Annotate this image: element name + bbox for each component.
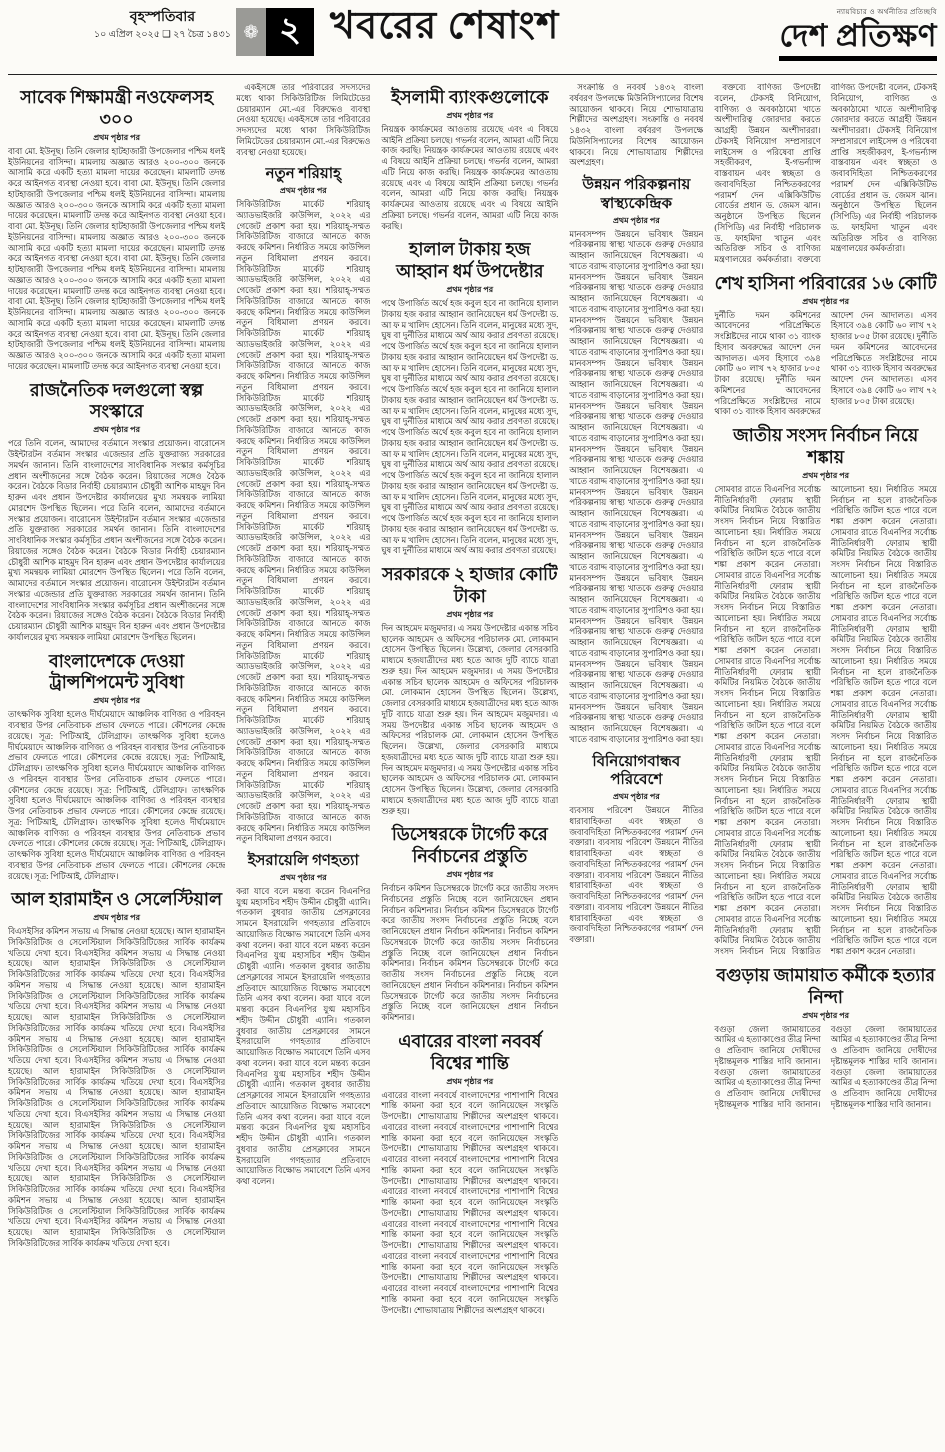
article-headline: বগুড়ায় জামায়াত কর্মীকে হত্যার নিন্দা	[716, 964, 936, 1007]
continued-from-front-label: প্রথম পৃষ্ঠার পর	[446, 110, 494, 120]
article-body: সোমবার রাতে বিএনপির সর্বোচ্চ নীতিনির্ধারণী ফোরাম স্থায়ী কমিটির নিয়মিত বৈঠকে জাতীয় সংসদ নির্বাচন নিয়ে বিস্তারিত আলোচনা হয়। নির্ধারিত সময়ে নির্বাচন না হলে রাজনৈতিক পরিস্থিতি জটিল হতে পারে বলে শঙ্কা প্রকাশ করেন নেতারা। সোমবার রাতে বিএনপির সর্বোচ্চ নীতিনির্ধারণী ফোরাম স্থায়ী কমিটির নিয়মিত বৈঠকে জাতীয় সংসদ নির্বাচন নিয়ে বিস্তারিত আলোচনা হয়। নির্ধারিত সময়ে নির্বাচন না হলে রাজনৈতিক পরিস্থিতি জটিল হতে পারে বলে শঙ্কা প্রকাশ করেন নেতারা। সোমবার রাতে বিএনপির সর্বোচ্চ নীতিনির্ধারণী ফোরাম স্থায়ী কমিটির নিয়মিত বৈঠকে জাতীয় সংসদ নির্বাচন নিয়ে বিস্তারিত আলোচনা হয়। নির্ধারিত সময়ে নির্বাচন না হলে রাজনৈতিক পরিস্থিতি জটিল হতে পারে বলে শঙ্কা প্রকাশ করেন নেতারা। সোমবার রাতে বিএনপির সর্বোচ্চ নীতিনির্ধারণী ফোরাম স্থায়ী কমিটির নিয়মিত বৈঠকে জাতীয় সংসদ নির্বাচন নিয়ে বিস্তারিত আলোচনা হয়। নির্ধারিত সময়ে নির্বাচন না হলে রাজনৈতিক পরিস্থিতি জটিল হতে পারে বলে শঙ্কা প্রকাশ করেন নেতারা। সোমবার রাতে বিএনপির সর্বোচ্চ নীতিনির্ধারণী ফোরাম স্থায়ী কমিটির নিয়মিত বৈঠকে জাতীয় সংসদ নির্বাচন নিয়ে বিস্তারিত আলোচনা হয়। নির্ধারিত সময়ে নির্বাচন না হলে রাজনৈতিক পরিস্থিতি জটিল হতে পারে বলে শঙ্কা প্রকাশ করেন নেতারা। সোমবার রাতে বিএনপির সর্বোচ্চ নীতিনির্ধারণী ফোরাম স্থায়ী কমিটির নিয়মিত বৈঠকে জাতীয় সংসদ নির্বাচন নিয়ে বিস্তারিত আলোচনা হয়। নির্ধারিত সময়ে নির্বাচন না হলে রাজনৈতিক পরিস্থিতি জটিল হতে পারে বলে শঙ্কা প্রকাশ করেন নেতারা। সোমবার রাতে বিএনপির সর্বোচ্চ নীতিনির্ধারণী ফোরাম স্থায়ী কমিটির নিয়মিত বৈঠকে জাতীয় সংসদ নির্বাচন নিয়ে বিস্তারিত আলোচনা হয়। নির্ধারিত সময়ে নির্বাচন না হলে রাজনৈতিক পরিস্থিতি জটিল হতে পারে বলে শঙ্কা প্রকাশ করেন নেতারা। সোমবার রাতে বিএনপির সর্বোচ্চ নীতিনির্ধারণী ফোরাম স্থায়ী কমিটির নিয়মিত বৈঠকে জাতীয় সংসদ নির্বাচন নিয়ে বিস্তারিত আলোচনা হয়। নির্ধারিত সময়ে নির্বাচন না হলে রাজনৈতিক পরিস্থিতি জটিল হতে পারে বলে শঙ্কা প্রকাশ করেন নেতারা। সোমবার রাতে বিএনপির সর্বোচ্চ নীতিনির্ধারণী ফোরাম স্থায়ী কমিটির নিয়মিত বৈঠকে জাতীয় সংসদ নির্বাচন নিয়ে বিস্তারিত আলোচনা হয়। নির্ধারিত সময়ে নির্বাচন না হলে রাজনৈতিক পরিস্থিতি জটিল হতে পারে বলে শঙ্কা প্রকাশ করেন নেতারা। সোমবার রাতে বিএনপির সর্বোচ্চ নীতিনির্ধারণী ফোরাম স্থায়ী কমিটির নিয়মিত বৈঠকে জাতীয় সংসদ নির্বাচন নিয়ে বিস্তারিত আলোচনা হয়। নির্ধারিত সময়ে নির্বাচন না হলে রাজনৈতিক পরিস্থিতি জটিল হতে পারে বলে শঙ্কা প্রকাশ করেন নেতারা। সোমবার রাতে বিএনপির সর্বোচ্চ নীতিনির্ধারণী ফোরাম স্থায়ী কমিটির নিয়মিত বৈঠকে জাতীয় সংসদ নির্বাচন নিয়ে বিস্তারিত আলোচনা হয়। নির্ধারিত সময়ে নির্বাচন না হলে রাজনৈতিক পরিস্থিতি জটিল হতে পারে বলে শঙ্কা প্রকাশ করেন নেতারা।	[714, 484, 937, 957]
article-body: পরে তিনি বলেন, আমাদের বর্তমানে সংস্কার প্রয়োজন। বারোনেস উইন্টারটন বর্তমান সংস্কার এজেন্ডার প্রতি যুক্তরাজ্য সরকারের সমর্থন জানান। তিনি বাংলাদেশের সাংবিধানিক সংস্কার কর্মসূচির প্রধান অংশীজনের সঙ্গে বৈঠক করেন। রিয়াজের সঙ্গেও বৈঠক করেন। বৈঠকে বিডার নির্বাহী চেয়ারম্যান চৌধুরী আশিক মাহমুদ বিন হারুন এবং প্রধান উপদেষ্টার কার্যালয়ের মুখ্য সমন্বয়ক লামিয়া মোরশেদ উপস্থিত ছিলেন। পরে তিনি বলেন, আমাদের বর্তমানে সংস্কার প্রয়োজন। বারোনেস উইন্টারটন বর্তমান সংস্কার এজেন্ডার প্রতি যুক্তরাজ্য সরকারের সমর্থন জানান। তিনি বাংলাদেশের সাংবিধানিক সংস্কার কর্মসূচির প্রধান অংশীজনের সঙ্গে বৈঠক করেন। রিয়াজের সঙ্গেও বৈঠক করেন। বৈঠকে বিডার নির্বাহী চেয়ারম্যান চৌধুরী আশিক মাহমুদ বিন হারুন এবং প্রধান উপদেষ্টার কার্যালয়ের মুখ্য সমন্বয়ক লামিয়া মোরশেদ উপস্থিত ছিলেন। পরে তিনি বলেন, আমাদের বর্তমানে সংস্কার প্রয়োজন। বারোনেস উইন্টারটন বর্তমান সংস্কার এজেন্ডার প্রতি যুক্তরাজ্য সরকারের সমর্থন জানান। তিনি বাংলাদেশের সাংবিধানিক সংস্কার কর্মসূচির প্রধান অংশীজনের সঙ্গে বৈঠক করেন। রিয়াজের সঙ্গেও বৈঠক করেন। বৈঠকে বিডার নির্বাহী চেয়ারম্যান চৌধুরী আশিক মাহমুদ বিন হারুন এবং প্রধান উপদেষ্টার কার্যালয়ের মুখ্য সমন্বয়ক লামিয়া মোরশেদ উপস্থিত ছিলেন।	[8, 439, 226, 642]
columns	[0, 75, 945, 1445]
continued-from-front-label: প্রথম পৃষ্ঠার পর	[802, 296, 850, 306]
article-headline: জাতীয় সংসদ নির্বাচন নিয়ে শঙ্কায়	[733, 425, 919, 467]
continued-from-front-label: প্রথম পৃষ্ঠার পর	[612, 792, 660, 801]
weekday: বৃহস্পতিবার	[129, 10, 196, 25]
article-body: মানবসম্পদ উন্নয়নে ভবিষ্যৎ উন্নয়ন পরিকল্পনায় স্বাস্থ্য খাতকে গুরুত্ব দেওয়ার আহ্বান জানিয়েছেন বিশেষজ্ঞরা। এ খাতে বরাদ্দ বাড়ানোর সুপারিশও করা হয়। মানবসম্পদ উন্নয়নে ভবিষ্যৎ উন্নয়ন পরিকল্পনায় স্বাস্থ্য খাতকে গুরুত্ব দেওয়ার আহ্বান জানিয়েছেন বিশেষজ্ঞরা। এ খাতে বরাদ্দ বাড়ানোর সুপারিশও করা হয়। মানবসম্পদ উন্নয়নে ভবিষ্যৎ উন্নয়ন পরিকল্পনায় স্বাস্থ্য খাতকে গুরুত্ব দেওয়ার আহ্বান জানিয়েছেন বিশেষজ্ঞরা। এ খাতে বরাদ্দ বাড়ানোর সুপারিশও করা হয়। মানবসম্পদ উন্নয়নে ভবিষ্যৎ উন্নয়ন পরিকল্পনায় স্বাস্থ্য খাতকে গুরুত্ব দেওয়ার আহ্বান জানিয়েছেন বিশেষজ্ঞরা। এ খাতে বরাদ্দ বাড়ানোর সুপারিশও করা হয়। মানবসম্পদ উন্নয়নে ভবিষ্যৎ উন্নয়ন পরিকল্পনায় স্বাস্থ্য খাতকে গুরুত্ব দেওয়ার আহ্বান জানিয়েছেন বিশেষজ্ঞরা। এ খাতে বরাদ্দ বাড়ানোর সুপারিশও করা হয়। মানবসম্পদ উন্নয়নে ভবিষ্যৎ উন্নয়ন পরিকল্পনায় স্বাস্থ্য খাতকে গুরুত্ব দেওয়ার আহ্বান জানিয়েছেন বিশেষজ্ঞরা। এ খাতে বরাদ্দ বাড়ানোর সুপারিশও করা হয়। মানবসম্পদ উন্নয়নে ভবিষ্যৎ উন্নয়ন পরিকল্পনায় স্বাস্থ্য খাতকে গুরুত্ব দেওয়ার আহ্বান জানিয়েছেন বিশেষজ্ঞরা। এ খাতে বরাদ্দ বাড়ানোর সুপারিশও করা হয়। মানবসম্পদ উন্নয়নে ভবিষ্যৎ উন্নয়ন পরিকল্পনায় স্বাস্থ্য খাতকে গুরুত্ব দেওয়ার আহ্বান জানিয়েছেন বিশেষজ্ঞরা। এ খাতে বরাদ্দ বাড়ানোর সুপারিশও করা হয়। মানবসম্পদ উন্নয়নে ভবিষ্যৎ উন্নয়ন পরিকল্পনায় স্বাস্থ্য খাতকে গুরুত্ব দেওয়ার আহ্বান জানিয়েছেন বিশেষজ্ঞরা। এ খাতে বরাদ্দ বাড়ানোর সুপারিশও করা হয়। মানবসম্পদ উন্নয়নে ভবিষ্যৎ উন্নয়ন পরিকল্পনায় স্বাস্থ্য খাতকে গুরুত্ব দেওয়ার আহ্বান জানিয়েছেন বিশেষজ্ঞরা। এ খাতে বরাদ্দ বাড়ানোর সুপারিশও করা হয়। মানবসম্পদ উন্নয়নে ভবিষ্যৎ উন্নয়ন পরিকল্পনায় স্বাস্থ্য খাতকে গুরুত্ব দেওয়ার আহ্বান জানিয়েছেন বিশেষজ্ঞরা। এ খাতে বরাদ্দ বাড়ানোর সুপারিশও করা হয়। মানবসম্পদ উন্নয়নে ভবিষ্যৎ উন্নয়ন পরিকল্পনায় স্বাস্থ্য খাতকে গুরুত্ব দেওয়ার আহ্বান জানিয়েছেন বিশেষজ্ঞরা। এ খাতে বরাদ্দ বাড়ানোর সুপারিশও করা হয়।	[569, 229, 704, 744]
article-headline: আল হারামাইন ও সেলেস্টিয়াল	[11, 889, 223, 910]
article-continuation	[236, 83, 370, 158]
article-continuation	[714, 83, 937, 266]
article-body: দুর্নীতি দমন কমিশনের আবেদনের পরিপ্রেক্ষিতে সংশ্লিষ্টদের নামে থাকা ৩১ ব্যাংক হিসাব অবরুদ্ধের আদেশ দেন আদালত। এসব হিসাবে ৩৯৪ কোটি ৬০ লাখ ৭২ হাজার ৮০৫ টাকা রয়েছে। দুর্নীতি দমন কমিশনের আবেদনের পরিপ্রেক্ষিতে সংশ্লিষ্টদের নামে থাকা ৩১ ব্যাংক হিসাব অবরুদ্ধের আদেশ দেন আদালত। এসব হিসাবে ৩৯৪ কোটি ৬০ লাখ ৭২ হাজার ৮০৫ টাকা রয়েছে। দুর্নীতি দমন কমিশনের আবেদনের পরিপ্রেক্ষিতে সংশ্লিষ্টদের নামে থাকা ৩১ ব্যাংক হিসাব অবরুদ্ধের আদেশ দেন আদালত। এসব হিসাবে ৩৯৪ কোটি ৬০ লাখ ৭২ হাজার ৮০৫ টাকা রয়েছে।	[714, 310, 937, 417]
article	[236, 165, 370, 845]
article-body: পথে উপার্জিত অর্থে হজ কবুল হবে না জানিয়ে হালাল টাকায় হজ করার আহ্বান জানিয়েছেন ধর্ম উপদেষ্টা ড. আ ফ ম খালিদ হোসেন। তিনি বলেন, মানুষের মধ্যে সুদ, ঘুষ বা দুর্নীতির মাধ্যমে অর্থ আয় করার প্রবণতা রয়েছে। পথে উপার্জিত অর্থে হজ কবুল হবে না জানিয়ে হালাল টাকায় হজ করার আহ্বান জানিয়েছেন ধর্ম উপদেষ্টা ড. আ ফ ম খালিদ হোসেন। তিনি বলেন, মানুষের মধ্যে সুদ, ঘুষ বা দুর্নীতির মাধ্যমে অর্থ আয় করার প্রবণতা রয়েছে। পথে উপার্জিত অর্থে হজ কবুল হবে না জানিয়ে হালাল টাকায় হজ করার আহ্বান জানিয়েছেন ধর্ম উপদেষ্টা ড. আ ফ ম খালিদ হোসেন। তিনি বলেন, মানুষের মধ্যে সুদ, ঘুষ বা দুর্নীতির মাধ্যমে অর্থ আয় করার প্রবণতা রয়েছে। পথে উপার্জিত অর্থে হজ কবুল হবে না জানিয়ে হালাল টাকায় হজ করার আহ্বান জানিয়েছেন ধর্ম উপদেষ্টা ড. আ ফ ম খালিদ হোসেন। তিনি বলেন, মানুষের মধ্যে সুদ, ঘুষ বা দুর্নীতির মাধ্যমে অর্থ আয় করার প্রবণতা রয়েছে। পথে উপার্জিত অর্থে হজ কবুল হবে না জানিয়ে হালাল টাকায় হজ করার আহ্বান জানিয়েছেন ধর্ম উপদেষ্টা ড. আ ফ ম খালিদ হোসেন। তিনি বলেন, মানুষের মধ্যে সুদ, ঘুষ বা দুর্নীতির মাধ্যমে অর্থ আয় করার প্রবণতা রয়েছে। পথে উপার্জিত অর্থে হজ কবুল হবে না জানিয়ে হালাল টাকায় হজ করার আহ্বান জানিয়েছেন ধর্ম উপদেষ্টা ড. আ ফ ম খালিদ হোসেন। তিনি বলেন, মানুষের মধ্যে সুদ, ঘুষ বা দুর্নীতির মাধ্যমে অর্থ আয় করার প্রবণতা রয়েছে।	[381, 299, 559, 556]
article-headline: হালাল টাকায় হজ আহ্বান ধর্ম উপদেষ্টার	[396, 239, 544, 282]
article-headline: ইসলামী ব্যাংকগুলোকে	[391, 87, 549, 107]
article-body: ব্যবসায় পরিবেশ উন্নয়নে নীতির ধারাবাহিকতা এবং স্বচ্ছতা ও জবাবদিহিতা নিশ্চিতকরণের পরামর্শ দেন বক্তারা। ব্যবসায় পরিবেশ উন্নয়নে নীতির ধারাবাহিকতা এবং স্বচ্ছতা ও জবাবদিহিতা নিশ্চিতকরণের পরামর্শ দেন বক্তারা। ব্যবসায় পরিবেশ উন্নয়নে নীতির ধারাবাহিকতা এবং স্বচ্ছতা ও জবাবদিহিতা নিশ্চিতকরণের পরামর্শ দেন বক্তারা। ব্যবসায় পরিবেশ উন্নয়নে নীতির ধারাবাহিকতা এবং স্বচ্ছতা ও জবাবদিহিতা নিশ্চিতকরণের পরামর্শ দেন বক্তারা।	[569, 806, 704, 944]
masthead	[779, 6, 937, 61]
article	[8, 87, 225, 373]
article	[381, 1031, 558, 1317]
article-body: বক্তব্যে বাণিজ্য উপদেষ্টা বলেন, টেকসই বিনিয়োগ, বাণিজ্য ও অবকাঠামো খাতে অংশীদারিত্ব জোরদার করতে আগ্রহী উন্নয়ন অংশীদাররা। টেকসই বিনিয়োগ সম্প্রসারণে লাইসেন্স ও পরিষেবা প্রাপ্তি সহজীকরণ, ই-গভর্ন্যান্স বাস্তবায়ন এবং স্বচ্ছতা ও জবাবদিহিতা নিশ্চিতকরণের পরামর্শ দেন এক্সিকিউটিভ বোর্ডের প্রধান ড. জেমস ঝান। অনুষ্ঠানে উপস্থিত ছিলেন (সিপিডি) এর নির্বাহী পরিচালক ড. ফাহমিদা খাতুন এবং অতিরিক্ত সচিব ও বাণিজ্য মন্ত্রণালয়ের কর্মকর্তারা। বক্তব্যে বাণিজ্য উপদেষ্টা বলেন, টেকসই বিনিয়োগ, বাণিজ্য ও অবকাঠামো খাতে অংশীদারিত্ব জোরদার করতে আগ্রহী উন্নয়ন অংশীদাররা। টেকসই বিনিয়োগ সম্প্রসারণে লাইসেন্স ও পরিষেবা প্রাপ্তি সহজীকরণ, ই-গভর্ন্যান্স বাস্তবায়ন এবং স্বচ্ছতা ও জবাবদিহিতা নিশ্চিতকরণের পরামর্শ দেন এক্সিকিউটিভ বোর্ডের প্রধান ড. জেমস ঝান। অনুষ্ঠানে উপস্থিত ছিলেন (সিপিডি) এর নির্বাহী পরিচালক ড. ফাহমিদা খাতুন এবং অতিরিক্ত সচিব ও বাণিজ্য মন্ত্রণালয়ের কর্মকর্তারা।	[714, 83, 937, 264]
date-block	[94, 10, 231, 43]
continued-from-front-label: প্রথম পৃষ্ঠার পর	[612, 215, 660, 225]
article-body: বাবা মো. ইউনূছ। তিনি জেলার হাটহাজারী উপজেলার পশ্চিম ধলই ইউনিয়নের বাসিন্দা। মামলায় অজ্ঞাত আরও ২০০-৩০০ জনকে আসামি করে একটি হত্যা মামলা দায়ের করেছেন। মামলাটি তদন্ত করে আইনগত ব্যবস্থা নেওয়া হবে। বাবা মো. ইউনূছ। তিনি জেলার হাটহাজারী উপজেলার পশ্চিম ধলই ইউনিয়নের বাসিন্দা। মামলায় অজ্ঞাত আরও ২০০-৩০০ জনকে আসামি করে একটি হত্যা মামলা দায়ের করেছেন। মামলাটি তদন্ত করে আইনগত ব্যবস্থা নেওয়া হবে। বাবা মো. ইউনূছ। তিনি জেলার হাটহাজারী উপজেলার পশ্চিম ধলই ইউনিয়নের বাসিন্দা। মামলায় অজ্ঞাত আরও ২০০-৩০০ জনকে আসামি করে একটি হত্যা মামলা দায়ের করেছেন। মামলাটি তদন্ত করে আইনগত ব্যবস্থা নেওয়া হবে। বাবা মো. ইউনূছ। তিনি জেলার হাটহাজারী উপজেলার পশ্চিম ধলই ইউনিয়নের বাসিন্দা। মামলায় অজ্ঞাত আরও ২০০-৩০০ জনকে আসামি করে একটি হত্যা মামলা দায়ের করেছেন। মামলাটি তদন্ত করে আইনগত ব্যবস্থা নেওয়া হবে। বাবা মো. ইউনূছ। তিনি জেলার হাটহাজারী উপজেলার পশ্চিম ধলই ইউনিয়নের বাসিন্দা। মামলায় অজ্ঞাত আরও ২০০-৩০০ জনকে আসামি করে একটি হত্যা মামলা দায়ের করেছেন। মামলাটি তদন্ত করে আইনগত ব্যবস্থা নেওয়া হবে। বাবা মো. ইউনূছ। তিনি জেলার হাটহাজারী উপজেলার পশ্চিম ধলই ইউনিয়নের বাসিন্দা। মামলায় অজ্ঞাত আরও ২০০-৩০০ জনকে আসামি করে একটি হত্যা মামলা দায়ের করেছেন। মামলাটি তদন্ত করে আইনগত ব্যবস্থা নেওয়া হবে।	[8, 146, 226, 371]
article	[8, 889, 225, 1249]
article	[714, 425, 937, 958]
continued-from-front-label: প্রথম পৃষ্ঠার পর	[446, 285, 494, 295]
article-body: করা যাবে বলে মন্তব্য করেন বিএনপির যুগ্ম মহাসচিব শহীদ উদ্দীন চৌধুরী এ্যানি। গতকাল বুধবার জাতীয় প্রেসক্লাবের সামনে ইসরায়েলি গণহত্যার প্রতিবাদে আয়োজিত বিক্ষোভ সমাবেশে তিনি এসব কথা বলেন। করা যাবে বলে মন্তব্য করেন বিএনপির যুগ্ম মহাসচিব শহীদ উদ্দীন চৌধুরী এ্যানি। গতকাল বুধবার জাতীয় প্রেসক্লাবের সামনে ইসরায়েলি গণহত্যার প্রতিবাদে আয়োজিত বিক্ষোভ সমাবেশে তিনি এসব কথা বলেন। করা যাবে বলে মন্তব্য করেন বিএনপির যুগ্ম মহাসচিব শহীদ উদ্দীন চৌধুরী এ্যানি। গতকাল বুধবার জাতীয় প্রেসক্লাবের সামনে ইসরায়েলি গণহত্যার প্রতিবাদে আয়োজিত বিক্ষোভ সমাবেশে তিনি এসব কথা বলেন। করা যাবে বলে মন্তব্য করেন বিএনপির যুগ্ম মহাসচিব শহীদ উদ্দীন চৌধুরী এ্যানি। গতকাল বুধবার জাতীয় প্রেসক্লাবের সামনে ইসরায়েলি গণহত্যার প্রতিবাদে আয়োজিত বিক্ষোভ সমাবেশে তিনি এসব কথা বলেন। করা যাবে বলে মন্তব্য করেন বিএনপির যুগ্ম মহাসচিব শহীদ উদ্দীন চৌধুরী এ্যানি। গতকাল বুধবার জাতীয় প্রেসক্লাবের সামনে ইসরায়েলি গণহত্যার প্রতিবাদে আয়োজিত বিক্ষোভ সমাবেশে তিনি এসব কথা বলেন।	[236, 886, 371, 1186]
article-headline: বাংলাদেশকে দেওয়া ট্রান্সশিপমেন্ট সুবিধা	[48, 650, 185, 693]
article-headline: বিনিয়োগবান্ধব পরিবেশে	[592, 753, 681, 789]
ornament-icon: ❁	[236, 8, 266, 56]
article	[381, 87, 558, 232]
continued-from-front-label: প্রথম পৃষ্ঠার পর	[802, 470, 850, 480]
article	[569, 753, 703, 946]
col-4	[569, 83, 703, 1445]
continued-from-front-label: প্রথম পৃষ্ঠার পর	[279, 186, 327, 195]
continued-from-front-label: প্রথম পৃষ্ঠার পর	[802, 1010, 850, 1020]
page-header	[8, 0, 937, 75]
continued-from-front-label: প্রথম পৃষ্ঠার পর	[279, 872, 327, 882]
article-body: বিএসইসির কমিশন সভায় এ সিদ্ধান্ত নেওয়া হয়েছে। আল হারামাইন সিকিউরিটিজ ও সেলেস্টিয়াল সিকিউরিটিজের সার্বিক কার্যক্রম খতিয়ে দেখা হবে। বিএসইসির কমিশন সভায় এ সিদ্ধান্ত নেওয়া হয়েছে। আল হারামাইন সিকিউরিটিজ ও সেলেস্টিয়াল সিকিউরিটিজের সার্বিক কার্যক্রম খতিয়ে দেখা হবে। বিএসইসির কমিশন সভায় এ সিদ্ধান্ত নেওয়া হয়েছে। আল হারামাইন সিকিউরিটিজ ও সেলেস্টিয়াল সিকিউরিটিজের সার্বিক কার্যক্রম খতিয়ে দেখা হবে। বিএসইসির কমিশন সভায় এ সিদ্ধান্ত নেওয়া হয়েছে। আল হারামাইন সিকিউরিটিজ ও সেলেস্টিয়াল সিকিউরিটিজের সার্বিক কার্যক্রম খতিয়ে দেখা হবে। বিএসইসির কমিশন সভায় এ সিদ্ধান্ত নেওয়া হয়েছে। আল হারামাইন সিকিউরিটিজ ও সেলেস্টিয়াল সিকিউরিটিজের সার্বিক কার্যক্রম খতিয়ে দেখা হবে। বিএসইসির কমিশন সভায় এ সিদ্ধান্ত নেওয়া হয়েছে। আল হারামাইন সিকিউরিটিজ ও সেলেস্টিয়াল সিকিউরিটিজের সার্বিক কার্যক্রম খতিয়ে দেখা হবে। বিএসইসির কমিশন সভায় এ সিদ্ধান্ত নেওয়া হয়েছে। আল হারামাইন সিকিউরিটিজ ও সেলেস্টিয়াল সিকিউরিটিজের সার্বিক কার্যক্রম খতিয়ে দেখা হবে। বিএসইসির কমিশন সভায় এ সিদ্ধান্ত নেওয়া হয়েছে। আল হারামাইন সিকিউরিটিজ ও সেলেস্টিয়াল সিকিউরিটিজের সার্বিক কার্যক্রম খতিয়ে দেখা হবে। বিএসইসির কমিশন সভায় এ সিদ্ধান্ত নেওয়া হয়েছে। আল হারামাইন সিকিউরিটিজ ও সেলেস্টিয়াল সিকিউরিটিজের সার্বিক কার্যক্রম খতিয়ে দেখা হবে। বিএসইসির কমিশন সভায় এ সিদ্ধান্ত নেওয়া হয়েছে। আল হারামাইন সিকিউরিটিজ ও সেলেস্টিয়াল সিকিউরিটিজের সার্বিক কার্যক্রম খতিয়ে দেখা হবে। বিএসইসির কমিশন সভায় এ সিদ্ধান্ত নেওয়া হয়েছে। আল হারামাইন সিকিউরিটিজ ও সেলেস্টিয়াল সিকিউরিটিজের সার্বিক কার্যক্রম খতিয়ে দেখা হবে। বিএসইসির কমিশন সভায় এ সিদ্ধান্ত নেওয়া হয়েছে। আল হারামাইন সিকিউরিটিজ ও সেলেস্টিয়াল সিকিউরিটিজের সার্বিক কার্যক্রম খতিয়ে দেখা হবে।	[8, 927, 226, 1248]
article-headline: এবারের বাংলা নববর্ষ বিশ্বের শান্তি	[398, 1030, 542, 1073]
article	[714, 273, 937, 418]
article	[236, 852, 370, 1188]
col-5-6	[714, 83, 937, 1445]
page-logo	[236, 8, 314, 56]
continued-from-front-label: প্রথম পৃষ্ঠার পর	[446, 1076, 494, 1086]
article-continuation	[569, 83, 703, 169]
article	[381, 824, 558, 1024]
article-headline: শেখ হাসিনা পরিবারের ১৬ কোটি	[714, 272, 937, 293]
continued-from-front-label: প্রথম পৃষ্ঠার পর	[93, 696, 140, 706]
section-title: খবরের শেষাংশ	[330, 5, 560, 47]
continued-from-front-label: প্রথম পৃষ্ঠার পর	[93, 425, 140, 435]
masthead-brand: দেশ প্রতিক্ষণ	[779, 18, 937, 53]
article-body: নিয়ন্ত্রক কার্যক্রমের আওতায় রয়েছে এবং এ বিষয়ে আইনি প্রক্রিয়া চলছে। গভর্নর বলেন, আমরা এটি নিয়ে কাজ করছি। নিয়ন্ত্রক কার্যক্রমের আওতায় রয়েছে এবং এ বিষয়ে আইনি প্রক্রিয়া চলছে। গভর্নর বলেন, আমরা এটি নিয়ে কাজ করছি। নিয়ন্ত্রক কার্যক্রমের আওতায় রয়েছে এবং এ বিষয়ে আইনি প্রক্রিয়া চলছে। গভর্নর বলেন, আমরা এটি নিয়ে কাজ করছি। নিয়ন্ত্রক কার্যক্রমের আওতায় রয়েছে এবং এ বিষয়ে আইনি প্রক্রিয়া চলছে। গভর্নর বলেন, আমরা এটি নিয়ে কাজ করছি।	[381, 124, 559, 231]
article-body: দিন আহমেদ মজুমদার। এ সময় উপদেষ্টার একান্ত সচিব ছালেক আহমেদ ও অফিসের পরিচালক মো. লোকমান হোসেন উপস্থিত ছিলেন। উল্লেখ্য, জেলার বেসরকারি মাধ্যমে হজযাত্রীদের মধ্য হতে আজ দুটি ব্যাচে যাত্রা শুরু হয়। দিন আহমেদ মজুমদার। এ সময় উপদেষ্টার একান্ত সচিব ছালেক আহমেদ ও অফিসের পরিচালক মো. লোকমান হোসেন উপস্থিত ছিলেন। উল্লেখ্য, জেলার বেসরকারি মাধ্যমে হজযাত্রীদের মধ্য হতে আজ দুটি ব্যাচে যাত্রা শুরু হয়। দিন আহমেদ মজুমদার। এ সময় উপদেষ্টার একান্ত সচিব ছালেক আহমেদ ও অফিসের পরিচালক মো. লোকমান হোসেন উপস্থিত ছিলেন। উল্লেখ্য, জেলার বেসরকারি মাধ্যমে হজযাত্রীদের মধ্য হতে আজ দুটি ব্যাচে যাত্রা শুরু হয়। দিন আহমেদ মজুমদার। এ সময় উপদেষ্টার একান্ত সচিব ছালেক আহমেদ ও অফিসের পরিচালক মো. লোকমান হোসেন উপস্থিত ছিলেন। উল্লেখ্য, জেলার বেসরকারি মাধ্যমে হজযাত্রীদের মধ্য হতে আজ দুটি ব্যাচে যাত্রা শুরু হয়।	[381, 623, 559, 816]
page-number: ২	[266, 8, 314, 56]
col-2	[236, 83, 370, 1445]
continued-from-front-label: প্রথম পৃষ্ঠার পর	[93, 913, 140, 923]
article-body: সংক্রান্তি ও নববর্ষ ১৪৩২ বাংলা বর্ষবরণ উপলক্ষে মিউনিসিপ্যালের বিশেষ আয়োজন থাকবে। নিয়ে শোভাযাত্রায় শিল্পীদের অংশগ্রহণ। সংক্রান্তি ও নববর্ষ ১৪৩২ বাংলা বর্ষবরণ উপলক্ষে মিউনিসিপ্যালের বিশেষ আয়োজন থাকবে। নিয়ে শোভাযাত্রায় শিল্পীদের অংশগ্রহণ।	[569, 83, 704, 168]
article-body: বগুড়া জেলা জামায়াতের আমির এ হত্যাকাণ্ডের তীব্র নিন্দা ও প্রতিবাদ জানিয়ে দোষীদের দৃষ্টান্তমূলক শাস্তির দাবি জানান। বগুড়া জেলা জামায়াতের আমির এ হত্যাকাণ্ডের তীব্র নিন্দা ও প্রতিবাদ জানিয়ে দোষীদের দৃষ্টান্তমূলক শাস্তির দাবি জানান। বগুড়া জেলা জামায়াতের আমির এ হত্যাকাণ্ডের তীব্র নিন্দা ও প্রতিবাদ জানিয়ে দোষীদের দৃষ্টান্তমূলক শাস্তির দাবি জানান। বগুড়া জেলা জামায়াতের আমির এ হত্যাকাণ্ডের তীব্র নিন্দা ও প্রতিবাদ জানিয়ে দোষীদের দৃষ্টান্তমূলক শাস্তির দাবি জানান।	[714, 1024, 937, 1109]
article	[569, 176, 703, 746]
date: ১০ এপ্রিল ২০২৫ ❑ ২৭ চৈত্র ১৪৩১	[94, 30, 231, 41]
article-body: নির্বাচন কমিশন ডিসেম্বরকে টার্গেট করে জাতীয় সংসদ নির্বাচনের প্রস্তুতি নিচ্ছে বলে জানিয়েছেন প্রধান নির্বাচন কমিশনার। নির্বাচন কমিশন ডিসেম্বরকে টার্গেট করে জাতীয় সংসদ নির্বাচনের প্রস্তুতি নিচ্ছে বলে জানিয়েছেন প্রধান নির্বাচন কমিশনার। নির্বাচন কমিশন ডিসেম্বরকে টার্গেট করে জাতীয় সংসদ নির্বাচনের প্রস্তুতি নিচ্ছে বলে জানিয়েছেন প্রধান নির্বাচন কমিশনার। নির্বাচন কমিশন ডিসেম্বরকে টার্গেট করে জাতীয় সংসদ নির্বাচনের প্রস্তুতি নিচ্ছে বলে জানিয়েছেন প্রধান নির্বাচন কমিশনার। নির্বাচন কমিশন ডিসেম্বরকে টার্গেট করে জাতীয় সংসদ নির্বাচনের প্রস্তুতি নিচ্ছে বলে জানিয়েছেন প্রধান নির্বাচন কমিশনার।	[381, 884, 559, 1023]
article-body: এবারের বাংলা নববর্ষে বাংলাদেশের পাশাপাশি বিশ্বের শান্তি কামনা করা হবে বলে জানিয়েছেন সংস্কৃতি উপদেষ্টা। শোভাযাত্রায় শিল্পীদের অংশগ্রহণ থাকবে। এবারের বাংলা নববর্ষে বাংলাদেশের পাশাপাশি বিশ্বের শান্তি কামনা করা হবে বলে জানিয়েছেন সংস্কৃতি উপদেষ্টা। শোভাযাত্রায় শিল্পীদের অংশগ্রহণ থাকবে। এবারের বাংলা নববর্ষে বাংলাদেশের পাশাপাশি বিশ্বের শান্তি কামনা করা হবে বলে জানিয়েছেন সংস্কৃতি উপদেষ্টা। শোভাযাত্রায় শিল্পীদের অংশগ্রহণ থাকবে। এবারের বাংলা নববর্ষে বাংলাদেশের পাশাপাশি বিশ্বের শান্তি কামনা করা হবে বলে জানিয়েছেন সংস্কৃতি উপদেষ্টা। শোভাযাত্রায় শিল্পীদের অংশগ্রহণ থাকবে। এবারের বাংলা নববর্ষে বাংলাদেশের পাশাপাশি বিশ্বের শান্তি কামনা করা হবে বলে জানিয়েছেন সংস্কৃতি উপদেষ্টা। শোভাযাত্রায় শিল্পীদের অংশগ্রহণ থাকবে। এবারের বাংলা নববর্ষে বাংলাদেশের পাশাপাশি বিশ্বের শান্তি কামনা করা হবে বলে জানিয়েছেন সংস্কৃতি উপদেষ্টা। শোভাযাত্রায় শিল্পীদের অংশগ্রহণ থাকবে। এবারের বাংলা নববর্ষে বাংলাদেশের পাশাপাশি বিশ্বের শান্তি কামনা করা হবে বলে জানিয়েছেন সংস্কৃতি উপদেষ্টা। শোভাযাত্রায় শিল্পীদের অংশগ্রহণ থাকবে।	[381, 1090, 559, 1315]
article-headline: সাবেক শিক্ষামন্ত্রী নওফেলসহ ৩০০	[20, 87, 214, 129]
masthead-tagline: ন্যায়বিচার ও অর্থনীতির প্রতিচ্ছবি	[836, 8, 937, 16]
article-headline: উন্নয়ন পরিকল্পনায় স্বাস্থ্যকেন্দ্রিক	[582, 177, 691, 212]
article-headline: ইসরায়েলি গণহত্যা	[247, 853, 359, 869]
article-headline: রাজনৈতিক দলগুলো স্বল্প সংস্কারে	[29, 379, 204, 422]
article-headline: নতুন শরিয়াহ্	[265, 166, 341, 183]
continued-from-front-label: প্রথম পৃষ্ঠার পর	[446, 609, 494, 619]
article	[8, 651, 225, 883]
article-body: একইসঙ্গে তার পরিবারের সদস্যদের মধ্যে থাকা সিকিউরিটিজ লিমিটেডের চেয়ারম্যান মো.-এর বিরুদ্ধেও ব্যবস্থা নেওয়া হয়েছে। একইসঙ্গে তার পরিবারের সদস্যদের মধ্যে থাকা সিকিউরিটিজ লিমিটেডের চেয়ারম্যান মো.-এর বিরুদ্ধেও ব্যবস্থা নেওয়া হয়েছে।	[236, 83, 371, 157]
col-1	[8, 83, 225, 1445]
continued-from-front-label: প্রথম পৃষ্ঠার পর	[446, 870, 494, 880]
article	[381, 239, 558, 557]
article-headline: সরকারকে ২ হাজার কোটি টাকা	[382, 564, 558, 606]
col-3	[381, 83, 558, 1445]
article-headline: ডিসেম্বরকে টার্গেট করে নির্বাচনের প্রস্তুতি	[391, 824, 548, 867]
article-body: সিকিউরিটিজ মার্কেট শরিয়াহ্ অ্যাডভাইজরি কাউন্সিল, ২০২২ এর গেজেট প্রকাশ করা হয়। শরিয়াহ্-সম্মত সিকিউরিটিজ বাজারে আনতে কাজ করছে কমিশন। নির্ধারিত সময়ে কাউন্সিল নতুন বিধিমালা প্রণয়ন করবে। সিকিউরিটিজ মার্কেট শরিয়াহ্ অ্যাডভাইজরি কাউন্সিল, ২০২২ এর গেজেট প্রকাশ করা হয়। শরিয়াহ্-সম্মত সিকিউরিটিজ বাজারে আনতে কাজ করছে কমিশন। নির্ধারিত সময়ে কাউন্সিল নতুন বিধিমালা প্রণয়ন করবে। সিকিউরিটিজ মার্কেট শরিয়াহ্ অ্যাডভাইজরি কাউন্সিল, ২০২২ এর গেজেট প্রকাশ করা হয়। শরিয়াহ্-সম্মত সিকিউরিটিজ বাজারে আনতে কাজ করছে কমিশন। নির্ধারিত সময়ে কাউন্সিল নতুন বিধিমালা প্রণয়ন করবে। সিকিউরিটিজ মার্কেট শরিয়াহ্ অ্যাডভাইজরি কাউন্সিল, ২০২২ এর গেজেট প্রকাশ করা হয়। শরিয়াহ্-সম্মত সিকিউরিটিজ বাজারে আনতে কাজ করছে কমিশন। নির্ধারিত সময়ে কাউন্সিল নতুন বিধিমালা প্রণয়ন করবে। সিকিউরিটিজ মার্কেট শরিয়াহ্ অ্যাডভাইজরি কাউন্সিল, ২০২২ এর গেজেট প্রকাশ করা হয়। শরিয়াহ্-সম্মত সিকিউরিটিজ বাজারে আনতে কাজ করছে কমিশন। নির্ধারিত সময়ে কাউন্সিল নতুন বিধিমালা প্রণয়ন করবে। সিকিউরিটিজ মার্কেট শরিয়াহ্ অ্যাডভাইজরি কাউন্সিল, ২০২২ এর গেজেট প্রকাশ করা হয়। শরিয়াহ্-সম্মত সিকিউরিটিজ বাজারে আনতে কাজ করছে কমিশন। নির্ধারিত সময়ে কাউন্সিল নতুন বিধিমালা প্রণয়ন করবে। সিকিউরিটিজ মার্কেট শরিয়াহ্ অ্যাডভাইজরি কাউন্সিল, ২০২২ এর গেজেট প্রকাশ করা হয়। শরিয়াহ্-সম্মত সিকিউরিটিজ বাজারে আনতে কাজ করছে কমিশন। নির্ধারিত সময়ে কাউন্সিল নতুন বিধিমালা প্রণয়ন করবে। সিকিউরিটিজ মার্কেট শরিয়াহ্ অ্যাডভাইজরি কাউন্সিল, ২০২২ এর গেজেট প্রকাশ করা হয়। শরিয়াহ্-সম্মত সিকিউরিটিজ বাজারে আনতে কাজ করছে কমিশন। নির্ধারিত সময়ে কাউন্সিল নতুন বিধিমালা প্রণয়ন করবে। সিকিউরিটিজ মার্কেট শরিয়াহ্ অ্যাডভাইজরি কাউন্সিল, ২০২২ এর গেজেট প্রকাশ করা হয়। শরিয়াহ্-সম্মত সিকিউরিটিজ বাজারে আনতে কাজ করছে কমিশন। নির্ধারিত সময়ে কাউন্সিল নতুন বিধিমালা প্রণয়ন করবে। সিকিউরিটিজ মার্কেট শরিয়াহ্ অ্যাডভাইজরি কাউন্সিল, ২০২২ এর গেজেট প্রকাশ করা হয়। শরিয়াহ্-সম্মত সিকিউরিটিজ বাজারে আনতে কাজ করছে কমিশন। নির্ধারিত সময়ে কাউন্সিল নতুন বিধিমালা প্রণয়ন করবে।	[236, 200, 371, 844]
article	[381, 564, 558, 817]
article	[8, 380, 225, 644]
article	[714, 965, 937, 1111]
continued-from-front-label: প্রথম পৃষ্ঠার পর	[93, 132, 140, 142]
article-body: তাৎক্ষণিক সুবিধা হলেও দীর্ঘমেয়াদে আঞ্চলিক বাণিজ্য ও পরিবহন ব্যবস্থার উপর নেতিবাচক প্রভাব ফেলতে পারে। কৌশলের কেন্দ্রে রয়েছে। সূত্র: পিটিআই, টেলিগ্রাফ। তাৎক্ষণিক সুবিধা হলেও দীর্ঘমেয়াদে আঞ্চলিক বাণিজ্য ও পরিবহন ব্যবস্থার উপর নেতিবাচক প্রভাব ফেলতে পারে। কৌশলের কেন্দ্রে রয়েছে। সূত্র: পিটিআই, টেলিগ্রাফ। তাৎক্ষণিক সুবিধা হলেও দীর্ঘমেয়াদে আঞ্চলিক বাণিজ্য ও পরিবহন ব্যবস্থার উপর নেতিবাচক প্রভাব ফেলতে পারে। কৌশলের কেন্দ্রে রয়েছে। সূত্র: পিটিআই, টেলিগ্রাফ। তাৎক্ষণিক সুবিধা হলেও দীর্ঘমেয়াদে আঞ্চলিক বাণিজ্য ও পরিবহন ব্যবস্থার উপর নেতিবাচক প্রভাব ফেলতে পারে। কৌশলের কেন্দ্রে রয়েছে। সূত্র: পিটিআই, টেলিগ্রাফ। তাৎক্ষণিক সুবিধা হলেও দীর্ঘমেয়াদে আঞ্চলিক বাণিজ্য ও পরিবহন ব্যবস্থার উপর নেতিবাচক প্রভাব ফেলতে পারে। কৌশলের কেন্দ্রে রয়েছে। সূত্র: পিটিআই, টেলিগ্রাফ। তাৎক্ষণিক সুবিধা হলেও দীর্ঘমেয়াদে আঞ্চলিক বাণিজ্য ও পরিবহন ব্যবস্থার উপর নেতিবাচক প্রভাব ফেলতে পারে। কৌশলের কেন্দ্রে রয়েছে। সূত্র: পিটিআই, টেলিগ্রাফ।	[8, 710, 226, 881]
